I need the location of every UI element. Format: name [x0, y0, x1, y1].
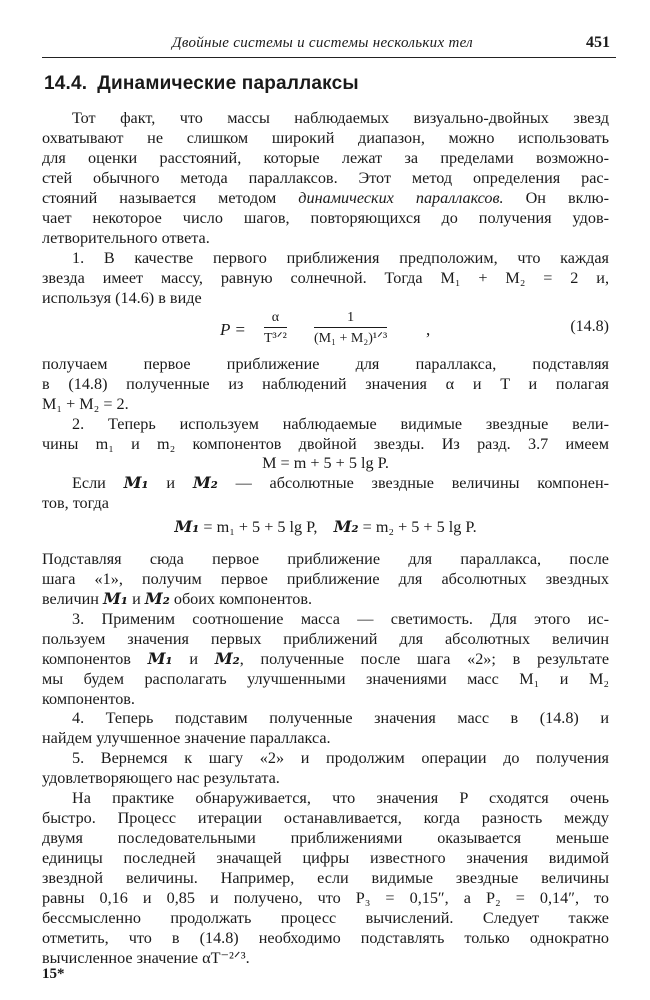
text-line: 3. Применим соотношение масса — светимость. Для этого ис-	[72, 610, 609, 628]
absolute-magnitude-symbol: M₁	[174, 517, 200, 536]
italic-term: динамических параллаксов.	[298, 189, 504, 207]
section-heading	[44, 73, 359, 95]
text-line: для оценки расстояний, которые лежат за пределами возможно-	[42, 149, 609, 167]
text-line: стей обычного метода параллаксов. Этот метод определения рас-	[42, 169, 609, 187]
text-line: бессмысленно продолжать процесс вычислений. Следует также	[42, 909, 609, 927]
text-span: , полученные после шага «2»; в результате	[239, 650, 609, 668]
formula-text: = m₁ + 5 + 5 lg P,	[203, 518, 318, 536]
text-line: тов, тогда	[42, 494, 109, 512]
running-title: Двойные системы и системы нескольких тел	[172, 35, 474, 51]
fraction-mass	[314, 310, 387, 347]
section-title: Динамические параллаксы	[97, 73, 359, 94]
text-line: Тот факт, что массы наблюдаемых визуально-двойных звезд	[72, 109, 609, 127]
text-span: обоих компонентов.	[173, 590, 313, 608]
text-span: компонентов	[42, 650, 131, 668]
absolute-magnitude-symbol: M₂	[192, 473, 218, 492]
text-line: найдем улучшенное значение параллакса.	[42, 729, 331, 747]
text-line: мы будем располагать улучшенными значениями масс M₁ и M₂	[42, 670, 609, 688]
text-line: шага «1», получим первое приближение для абсолютных звездных	[42, 570, 609, 588]
text-line	[42, 589, 609, 609]
text-span: стояний называется методом	[42, 189, 277, 207]
text-line: 4. Теперь подставим полученные значения масс в (14.8) и	[72, 709, 609, 727]
equation-comma: ,	[426, 320, 431, 339]
fraction-alpha	[264, 310, 287, 347]
text-span: — абсолютные звездные величины компонен-	[235, 474, 610, 492]
text-line: На практике обнаруживается, что значения P сходятся очень	[72, 789, 609, 807]
text-line: единицы последней значащей цифры известного значения видимой	[42, 849, 609, 867]
text-line: 2. Теперь используем наблюдаемые видимые звездные вели-	[72, 415, 609, 433]
text-line: двумя последовательными приближениями оказывается меньше	[42, 829, 609, 847]
text-line: звезда имеет массу, равную солнечной. Тогда M₁ + M₂ = 2 и,	[42, 269, 609, 287]
text-line: равны 0,16 и 0,85 и получено, что P₃ = 0,15″, а P₂ = 0,14″, то	[42, 889, 609, 907]
text-span: Он вклю-	[525, 189, 610, 207]
text-span: Если	[72, 474, 106, 492]
fraction-numerator: α	[264, 310, 287, 328]
text-line: 5. Вернемся к шагу «2» и продолжим операции до получения	[72, 749, 609, 767]
equation-14-8	[42, 308, 609, 352]
text-line: чает некоторое число шагов, повторяющихся до получения удов-	[42, 209, 609, 227]
running-head	[42, 32, 616, 58]
text-line: используя (14.6) в виде	[42, 289, 202, 307]
fraction-denominator: (M₁ + M₂)¹ᐟ³	[314, 331, 388, 346]
text-span: и	[132, 590, 141, 608]
formula-line: M = m + 5 + 5 lg P.	[262, 454, 389, 472]
text-span: величин	[42, 590, 99, 608]
page-number: 451	[586, 34, 610, 51]
fraction-denominator: T³ᐟ²	[264, 331, 287, 346]
equation-label: (14.8)	[570, 318, 609, 335]
text-line: Подставляя сюда первое приближение для параллакса, после	[42, 550, 609, 568]
absolute-magnitude-symbol: M₂	[333, 517, 359, 536]
text-line: отметить, что в (14.8) необходимо подставлять только однократно	[42, 929, 609, 947]
absolute-magnitude-symbol: M₂	[144, 589, 170, 608]
section-number: 14.4.	[44, 73, 88, 94]
equation-lhs: P =	[220, 320, 246, 339]
fraction-numerator: 1	[314, 310, 387, 328]
text-line: удовлетворяющего нас результата.	[42, 769, 280, 787]
text-span: и	[166, 474, 176, 492]
text-line: пользуем значения первых приближений для абсолютных величин	[42, 630, 609, 648]
absolute-magnitude-symbol: M₂	[214, 649, 240, 668]
text-line: компонентов.	[42, 690, 135, 708]
text-line: быстро. Процесс итерации останавливается, когда разность между	[42, 809, 609, 827]
absolute-magnitude-symbol: M₁	[103, 589, 129, 608]
text-line: M₁ + M₂ = 2.	[42, 395, 129, 413]
text-line	[42, 188, 609, 208]
text-line	[42, 473, 609, 493]
text-line: получаем первое приближение для параллакса, подставляя	[42, 355, 609, 373]
text-line: охватывают не слишком широкий диапазон, можно использовать	[42, 129, 609, 147]
text-line: звездной величины. Например, если видимые звездные величины	[42, 869, 609, 887]
formula-text: = m₂ + 5 + 5 lg P.	[362, 518, 477, 536]
text-line: в (14.8) полученные из наблюдений значения α и T и полагая	[42, 375, 609, 393]
text-line	[42, 649, 609, 669]
formula-line	[42, 517, 609, 537]
text-span: и	[189, 650, 199, 668]
signature-mark: 15*	[42, 966, 65, 982]
text-line: 1. В качестве первого приближения предположим, что каждая	[72, 249, 609, 267]
absolute-magnitude-symbol: M₁	[123, 473, 149, 492]
header-rule	[42, 57, 616, 58]
text-line: вычисленное значение αT⁻²ᐟ³.	[42, 949, 250, 967]
text-line: чины m₁ и m₂ компонентов двойной звезды. Из разд. 3.7 имеем	[42, 435, 609, 453]
absolute-magnitude-symbol: M₁	[147, 649, 173, 668]
text-line: летворительного ответа.	[42, 229, 210, 247]
